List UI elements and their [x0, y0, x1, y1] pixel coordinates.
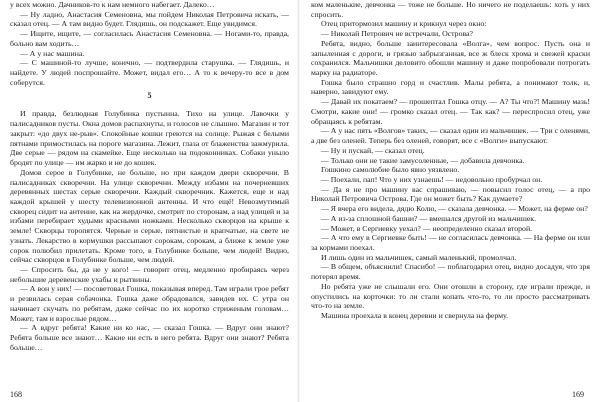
- paragraph: ком маленькие, девчонка — тоже не больше. Но ничего не поделаешь: хоть у них спросить.: [311, 0, 590, 19]
- paragraph: у всех можно. Дачников-то к нам немного набегает. Далеко…: [10, 0, 215, 9]
- paragraph: Машина проехала в конец деревни и свернула на ферму.: [321, 311, 509, 320]
- left-text-column: [10, 0, 289, 352]
- right-text-column: [311, 0, 590, 321]
- paragraph: И правда, безлюдная Голубинка пустынна. Тихо на улице. Лавочки у палисадников пусты. Окна домов распахнуты, и голосов не слышно. Магазин и тот закрыт: «до двух не-рыв». Спокойные кошки греются на солнце. Рыжая с белыми пятнами примостилась на пороге магазина. Лежит, глаза от блаженства зажмурила. Две серые — рядом на скамейке. Еще несколько на подоконниках. Собаки уныло бродят по улице — им жарко и не до кошек.: [10, 109, 289, 168]
- paragraph: Ребята, видно, больше заинтересовала «Волга», чем вопрос. Пусть она и запыленная с дороги, и грязью забрызганная, все ж блеск хрома и свежей краски сохранился. Мальчишки деловито обошли машину и даже попробовали потрогать марку на радиаторе.: [311, 38, 590, 78]
- paragraph: Отец притормозил машину и крикнул через окно:: [321, 19, 487, 29]
- paragraph: — Только они не такие замусоленные, — добавила девчонка.: [321, 155, 525, 165]
- page-number-right: 169: [572, 390, 584, 399]
- left-text-before-section: [10, 0, 289, 87]
- paragraph: — В общем, объяснили! Спасибо! — поблагодарил отец, видно досадуя, что зря потерял время.: [311, 262, 590, 282]
- paragraph: — Спросить бы, да не у кого! — говорит отец, медленно пробираясь через небольшие деревенские ухабы и рытвины.: [10, 264, 289, 284]
- page-number-left: 168: [10, 390, 22, 399]
- paragraph: — Да я не про машину вас спрашиваю, — повысил голос отец, — а про Николай Петровича Острова. Где он может быть? Как думаете?: [311, 184, 590, 204]
- paragraph: Гошка было страшно горд и счастлив. Малы ребята, а понимают толк, и, наверно, завидуют ему.: [311, 77, 590, 97]
- paragraph: — С машиной-то лучше, конечно, — подтвердила старушка. — Глядишь, и найдете. У людей поспрошайте. Может, видал его… А то к вечеру-то все в дом соберутся.: [10, 58, 289, 87]
- paragraph: — А из-за сплошной башни? — вмешался другой из мальчишек.: [321, 213, 537, 223]
- section-number: 5: [147, 91, 152, 101]
- paragraph: — Ну и пускай, — сказал отец.: [321, 145, 425, 155]
- paragraph: — Может, в Сергиевку уехал? — неопределенно сказал второй.: [321, 223, 533, 233]
- paragraph: И лишь один из мальчишек, самый маленький, промолчал.: [321, 252, 517, 262]
- paragraph: — А вдруг ребята! Какие ни ко нас, — сказал Гошка. — Вдруг они знают? Ребята больше все знают… Какие ни есть в него ребята. Вдруг они знают? Ребята больше…: [10, 323, 289, 352]
- paragraph: — А у нас пять «Волгов» таких, — сказал один из мальчишек. — Три с оленями, а две без оленей. Теперь без оленей, говорят, все с «Волги» выпускают.: [311, 126, 590, 146]
- left-page: [0, 0, 293, 402]
- left-text-after-section: [10, 109, 289, 352]
- paragraph: — Я вчера его видела, дядю Колю, — сказала девчонка. — Может, на ферме он?: [321, 204, 588, 214]
- paragraph: — А вон у них! — посоветовал Гошка, показывая вперед. Там играли трое ребят и резвилась серая собачонка. Гошка даже обрадовался, завидев их. С утра он начинает скучать по ребятам, даже сейчас по их коротко стриженым головам… Может, там и взрослые рядом…: [10, 284, 289, 323]
- paragraph: — А у нас машина.: [20, 48, 85, 58]
- paragraph: — Ну ладно, Анастасия Семеновна, мы пойдем Николая Петровича искать, — сказал отец. — А там видно будет. Глядишь, он подскажет. Еще увидимся.: [10, 9, 289, 29]
- paragraph: — Ищите, ищите, — согласилась Анастасия Семеновна. — Ногами-то, правда, больно вам ходить…: [10, 29, 289, 48]
- paragraph: Домов серое в Голубинке, не больше, но при каждом двери скворечни. В палисадниках скворечни. На улице скворечни. Между избами на почерневших деревянных шестах серые скворечни. Каждый скворечник. Кажется, еще и над каждой крышей у шесту телевизионной антенны. И что ещё! Невозмутимый скворец сидит на антенне, как на жердочке, смотрит по сторонам, а над улицей и за избами перебирает худыми красными ножками. Несколько скворцов на крыше к земле! Скворцы торопятся. Черные и серые, пятнистые и крапчатые, на свете не узнать. Лекарство в кормушки рассыпают сорокам, сорокам, а ближе к земле уже сорок полюбил прилетать. Кроме того, в Голубинке больше, чем людей! Видно, сейчас скворцов в Голубинке больше, чем людей.: [10, 167, 289, 265]
- paragraph: — Николай Петрович не встречали, Острова?: [321, 29, 473, 39]
- paragraph: — Поехали, пап! Что у них узнаешь! — недовольно пробурчал он.: [321, 174, 543, 184]
- book-gutter: [297, 0, 300, 402]
- right-page: [305, 0, 596, 402]
- paragraph: Но ребята уже не слышали его. Они отошли в сторону, где играли прежде, и опустились на корточки: то ли стали копать что-то, то ли просто рассматривать что-то на земле.: [311, 281, 590, 311]
- paragraph: Гошкино самолюбие было явно уязвлено.: [321, 165, 460, 175]
- paragraph: — А что ему в Сергиевке быть! — не согласилась девчонка. — На ферме он или за кормами поехал.: [311, 233, 590, 252]
- paragraph: — Давай их покатаем? — прошептал Гошка отцу. — А? Ты что?! Машину мазь! Смотри, какие они! — громко сказал отец. — Так как? — переспросил отец, уже обращаясь к ребятам.: [311, 97, 590, 126]
